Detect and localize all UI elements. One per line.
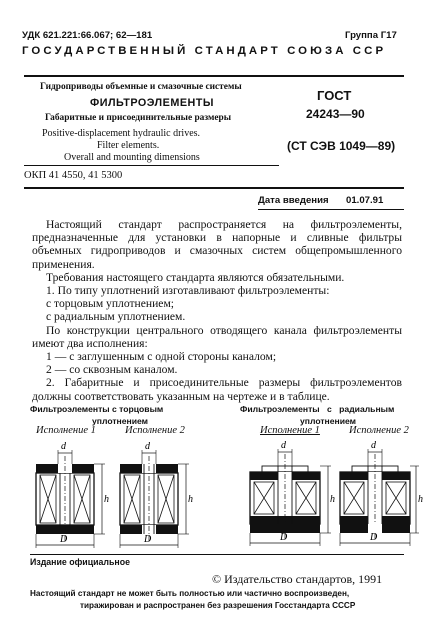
title-line-2: ФИЛЬТРОЭЛЕМЕНТЫ [90,97,214,109]
filter-element-drawing [0,438,426,548]
dim-D-4: D [370,532,378,543]
left-variant-2-label: Исполнение 2 [125,425,185,436]
footer-rule [30,554,404,555]
right-variant-2-label: Исполнение 2 [349,425,409,436]
dim-D-3: D [280,532,288,543]
paragraph-scope: Настоящий стандарт распространяется на фильтроэлементы, предназначенные для установки в напорные и сливные фильтры объемных гидроприводов и смазочных систем общепромышленного применения. [32,218,402,271]
gost-label: ГОСТ [317,88,352,103]
intro-date-label: Дата введения [258,195,329,206]
title-divider [24,165,279,166]
gost-number: 24243—90 [306,107,365,121]
intro-date-rule [258,209,404,210]
paragraph-channel-design: По конструкции центрального отводящего канала фильтроэлементы имеют два исполнения: [32,323,402,350]
paragraph-mandatory: Требования настоящего стандарта являются обязательными. [46,270,345,284]
dim-d-1: d [61,441,66,452]
list-item-face-seal: с торцовым уплотнением; [46,297,175,311]
title-bottom-rule [24,187,404,189]
dim-h-1: h [104,494,109,505]
paragraph-seal-types: 1. По типу уплотнений изготавливают фильтроэлементы: [46,284,330,298]
body-text [32,218,402,403]
left-figure-caption-2: уплотнением [92,416,149,426]
udk-code: УДК 621.221:66.067; 62—181 [22,30,153,41]
list-item-variant-2: 2 — со сквозным каналом. [46,363,178,377]
list-item-variant-1: 1 — с заглушенным с одной стороны каналом; [46,350,277,364]
okp-code: ОКП 41 4550, 41 5300 [24,170,123,181]
title-en-2: Filter elements. [97,140,160,151]
right-figure-caption-1: Фильтроэлементы с радиальным [240,404,395,414]
dim-h-3: h [330,494,335,505]
dim-h-2: h [188,494,193,505]
right-figure-caption-2: уплотнением [300,416,357,426]
face-seal-variant-2 [120,450,189,548]
title-top-rule [24,75,404,77]
st-sev: (СТ СЭВ 1049—89) [287,139,396,153]
dim-D-2: D [144,534,152,545]
group-code: Группа Г17 [345,30,397,41]
official-edition: Издание официальное [30,557,130,567]
copyright-notice-2: тиражирован и распространен без разрешения Госстандарта СССР [80,601,356,610]
radial-seal-variant-1 [250,449,331,546]
dim-d-2: d [145,441,150,452]
left-figure-caption-1: Фильтроэлементы с торцовым [30,404,164,414]
title-line-3: Габаритные и присоединительные размеры [45,113,232,123]
intro-date-value: 01.07.91 [346,195,384,206]
paragraph-dimensions: 2. Габаритные и присоединительные размеры фильтроэлементов должны соответствовать указанным на чертеже и в таблице. [32,376,402,403]
dim-D-1: D [60,534,68,545]
face-seal-variant-1 [36,450,105,548]
copyright: © Издательство стандартов, 1991 [212,572,383,586]
left-variant-1-label: Исполнение 1 [36,425,96,436]
copyright-notice-1: Настоящий стандарт не может быть полностью или частично воспроизведен, [30,589,350,598]
dim-d-3: d [281,440,286,451]
title-en-3: Overall and mounting dimensions [64,152,200,163]
list-item-radial-seal: с радиальным уплотнением. [46,310,186,324]
dim-d-4: d [371,440,376,451]
dim-h-4: h [418,494,423,505]
title-line-1: Гидроприводы объемные и смазочные системы [40,82,242,92]
right-variant-1-label: Исполнение 1 [260,425,320,436]
title-en-1: Positive-displacement hydraulic drives. [42,128,201,139]
radial-seal-variant-2 [340,449,419,546]
standard-banner: ГОСУДАРСТВЕННЫЙ СТАНДАРТ СОЮЗА ССР [22,45,387,57]
